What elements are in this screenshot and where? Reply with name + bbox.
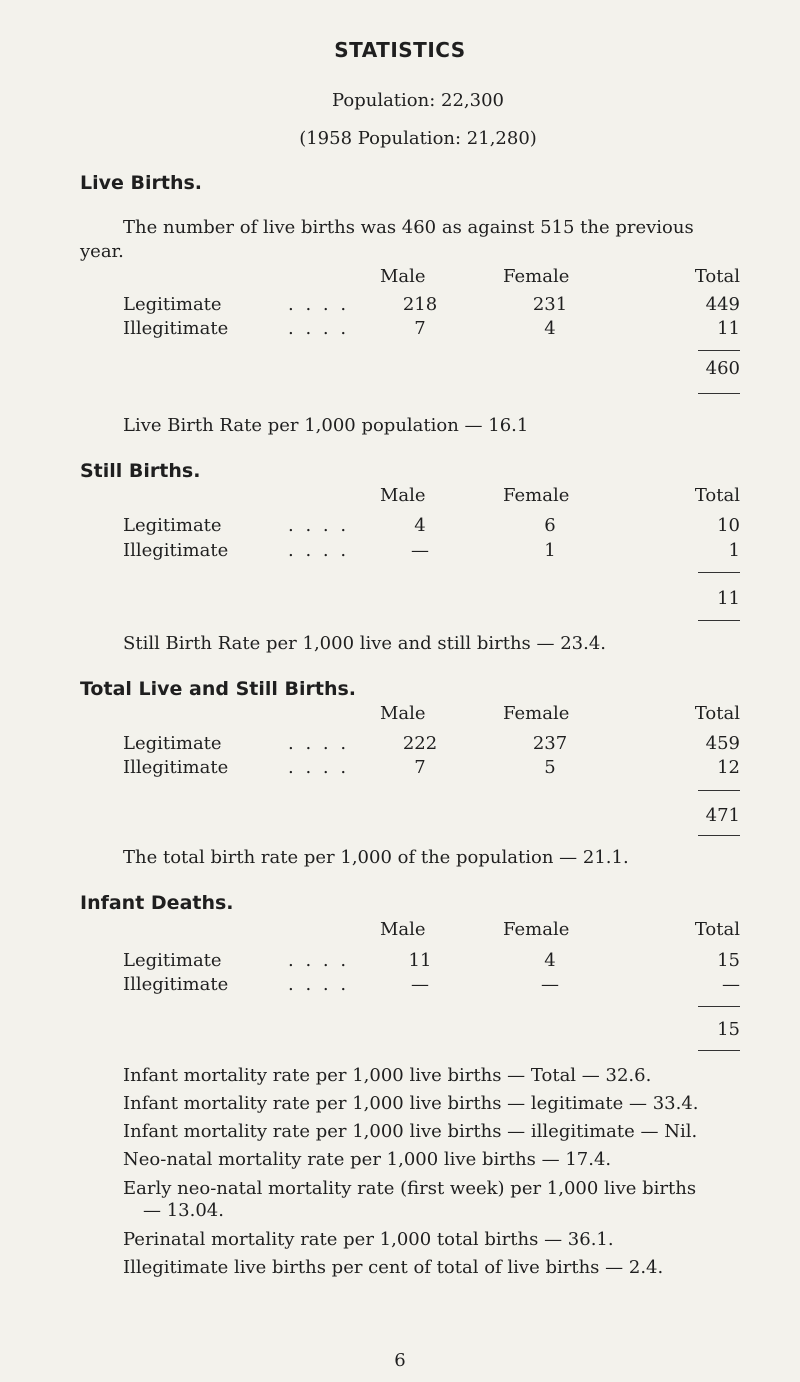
still-births-header-row: Male Female Total — [380, 485, 740, 506]
table-row: Illegitimate . . . . — 1 1 — [123, 540, 740, 561]
column-male: Male — [380, 266, 426, 287]
live-births-intro-line1: The number of live births was 460 as against 515 the previous — [123, 217, 694, 238]
list-item: Neo-natal mortality rate per 1,000 live births — 17.4. — [123, 1149, 612, 1170]
total-rule — [698, 572, 740, 573]
live-births-intro-line2: year. — [80, 241, 124, 262]
still-births-heading: Still Births. — [80, 460, 201, 482]
infant-deaths-heading: Infant Deaths. — [80, 892, 234, 914]
infant-deaths-grand-total: 15 — [717, 1019, 740, 1040]
total-birth-rate: The total birth rate per 1,000 of the population — 21.1. — [123, 847, 629, 868]
population-1958-text: (1958 Population: 21,280) — [299, 128, 537, 149]
list-item: — 13.04. — [143, 1200, 224, 1221]
total-births-heading: Total Live and Still Births. — [80, 678, 357, 700]
total-rule — [698, 1050, 740, 1051]
list-item: Infant mortality rate per 1,000 live births — illegitimate — Nil. — [123, 1121, 698, 1142]
live-births-heading: Live Births. — [80, 172, 203, 194]
total-births-grand-total: 471 — [705, 805, 740, 826]
table-row: Illegitimate . . . . — — — — [123, 974, 740, 995]
list-item: Infant mortality rate per 1,000 live births — Total — 32.6. — [123, 1065, 652, 1086]
total-rule — [698, 620, 740, 621]
live-birth-rate: Live Birth Rate per 1,000 population — 16.1 — [123, 415, 529, 436]
list-item: Illegitimate live births per cent of total of live births — 2.4. — [123, 1257, 664, 1278]
table-row: Legitimate . . . . 218 231 449 — [123, 294, 740, 315]
list-item: Early neo-natal mortality rate (first week) per 1,000 live births — [123, 1178, 697, 1199]
still-births-grand-total: 11 — [717, 588, 740, 609]
mortality-rates-list — [123, 1062, 773, 1282]
list-item: Infant mortality rate per 1,000 live births — legitimate — 33.4. — [123, 1093, 699, 1114]
table-row: Legitimate . . . . 222 237 459 — [123, 733, 740, 754]
total-rule — [698, 1006, 740, 1007]
total-rule — [698, 350, 740, 351]
page-number: 6 — [394, 1350, 406, 1371]
table-row: Legitimate . . . . 11 4 15 — [123, 950, 740, 971]
live-births-header-row — [0, 266, 800, 290]
table-row: Illegitimate . . . . 7 5 12 — [123, 757, 740, 778]
total-rule — [698, 835, 740, 836]
total-rule — [698, 393, 740, 394]
table-row: Illegitimate . . . . 7 4 11 — [123, 318, 740, 339]
still-birth-rate: Still Birth Rate per 1,000 live and still births — 23.4. — [123, 633, 607, 654]
list-item: Perinatal mortality rate per 1,000 total births — 36.1. — [123, 1229, 614, 1250]
total-births-header-row: Male Female Total — [380, 703, 740, 724]
table-row: Legitimate . . . . 4 6 10 — [123, 515, 740, 536]
live-births-grand-total: 460 — [705, 358, 740, 379]
total-rule — [698, 790, 740, 791]
column-female: Female — [503, 266, 570, 287]
population-text: Population: 22,300 — [331, 90, 504, 111]
column-total: Total — [694, 266, 740, 287]
page-title: STATISTICS — [334, 38, 466, 62]
infant-deaths-header-row: Male Female Total — [380, 919, 740, 940]
